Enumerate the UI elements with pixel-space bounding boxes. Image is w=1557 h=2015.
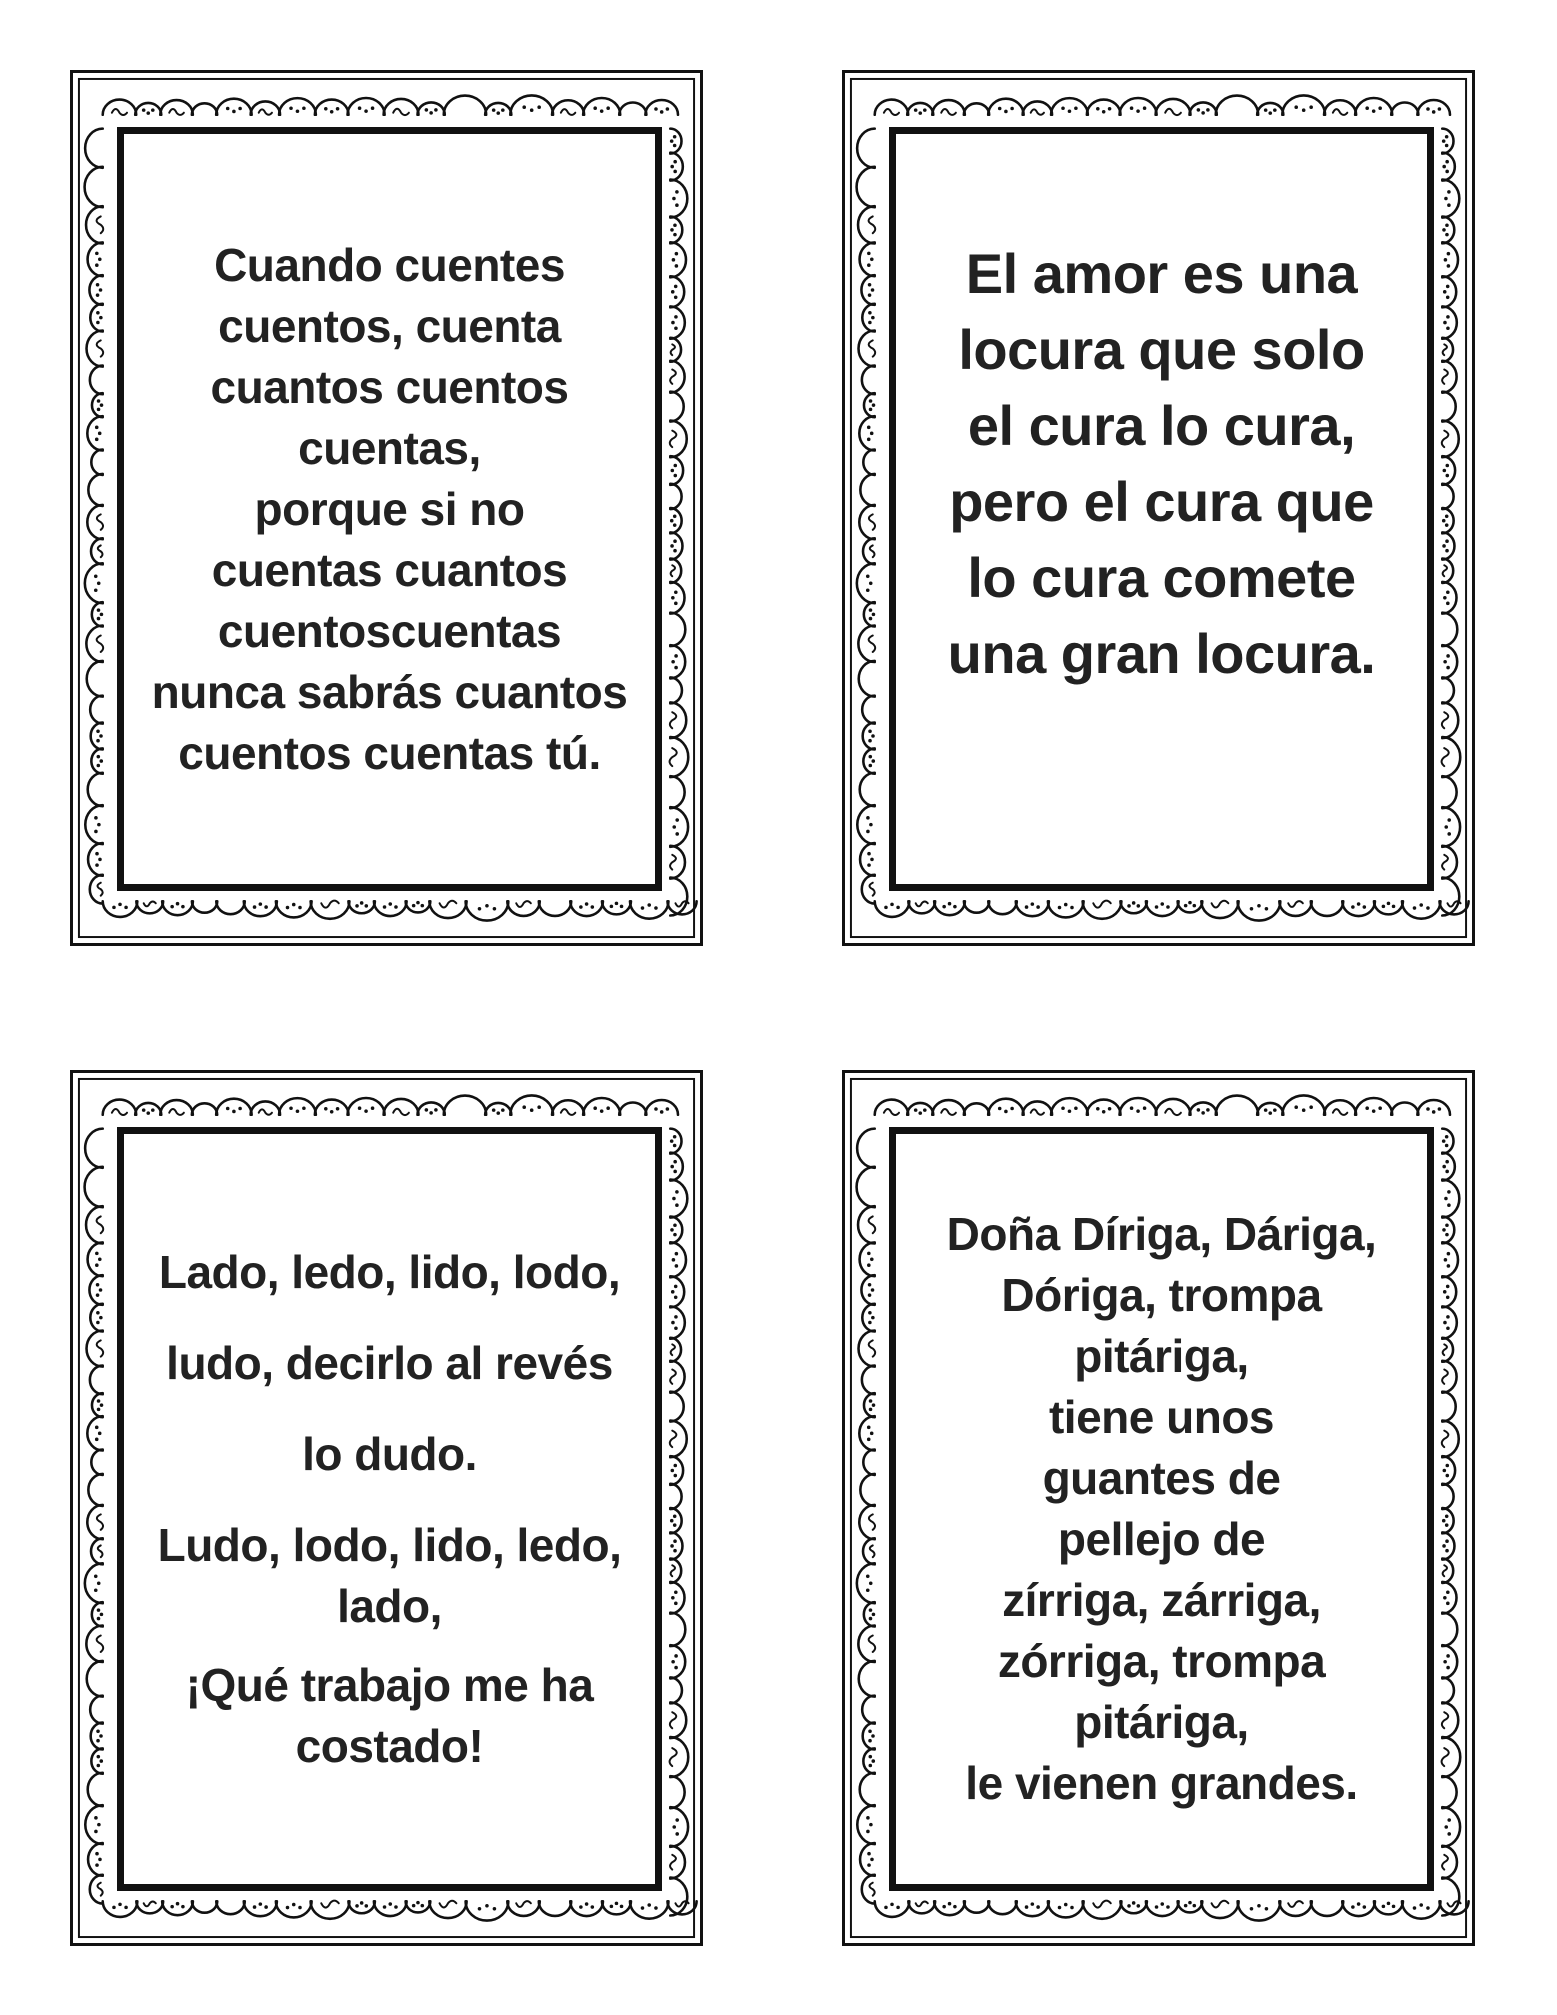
tongue-twister-card-2 <box>842 70 1475 946</box>
text-line: tiene unos <box>1048 1391 1275 1443</box>
text-line: cuentoscuentas <box>217 604 562 657</box>
tongue-twister-text <box>947 1204 1377 1814</box>
text-line: El amor es una <box>965 242 1358 305</box>
tongue-twister-card-3 <box>70 1070 703 1946</box>
text-line: lo cura comete <box>967 546 1356 609</box>
tongue-twister-text <box>158 1242 622 1777</box>
text-line: guantes de <box>1042 1452 1281 1504</box>
text-line: Doña Díriga, Dáriga, <box>946 1208 1377 1260</box>
text-line: cuantos cuentos <box>210 360 569 413</box>
text-line: costado! <box>295 1719 484 1772</box>
card-text-panel <box>889 1127 1434 1891</box>
text-line: Cuando cuentes <box>214 238 565 291</box>
text-line: pitáriga, <box>1074 1330 1249 1382</box>
text-line: lo dudo. <box>302 1427 477 1480</box>
text-line: zírriga, zárriga, <box>1002 1574 1321 1626</box>
text-line: cuentas cuantos <box>211 543 568 596</box>
text-line: cuentos, cuenta <box>218 299 561 352</box>
text-line: le vienen grandes. <box>965 1757 1358 1809</box>
text-line: pellejo de <box>1057 1513 1266 1565</box>
text-line: una gran locura. <box>947 622 1376 685</box>
tongue-twister-card-4 <box>842 1070 1475 1946</box>
text-line: porque si no <box>254 482 525 535</box>
text-line: Ludo, lodo, lido, ledo, <box>157 1518 622 1571</box>
text-line: pitáriga, <box>1074 1696 1249 1748</box>
text-line: nunca sabrás cuantos <box>151 665 628 718</box>
text-line: ¡Qué trabajo me ha <box>185 1658 594 1711</box>
tongue-twister-text <box>152 235 628 784</box>
tongue-twister-card-1 <box>70 70 703 946</box>
text-line: cuentos cuentas tú. <box>178 726 601 779</box>
text-line: cuentas, <box>298 421 481 474</box>
card-text-panel <box>889 127 1434 891</box>
text-line: lado, <box>337 1579 442 1632</box>
text-line: Dóriga, trompa <box>1001 1269 1322 1321</box>
card-text-panel <box>117 127 662 891</box>
text-line: locura que solo <box>958 318 1365 381</box>
text-line: zórriga, trompa <box>997 1635 1326 1687</box>
text-line: ludo, decirlo al revés <box>166 1336 613 1389</box>
card-text-panel <box>117 1127 662 1891</box>
text-line: el cura lo cura, <box>967 394 1356 457</box>
tongue-twister-text <box>948 236 1376 692</box>
text-line: Lado, ledo, lido, lodo, <box>158 1245 621 1298</box>
text-line: pero el cura que <box>949 470 1374 533</box>
